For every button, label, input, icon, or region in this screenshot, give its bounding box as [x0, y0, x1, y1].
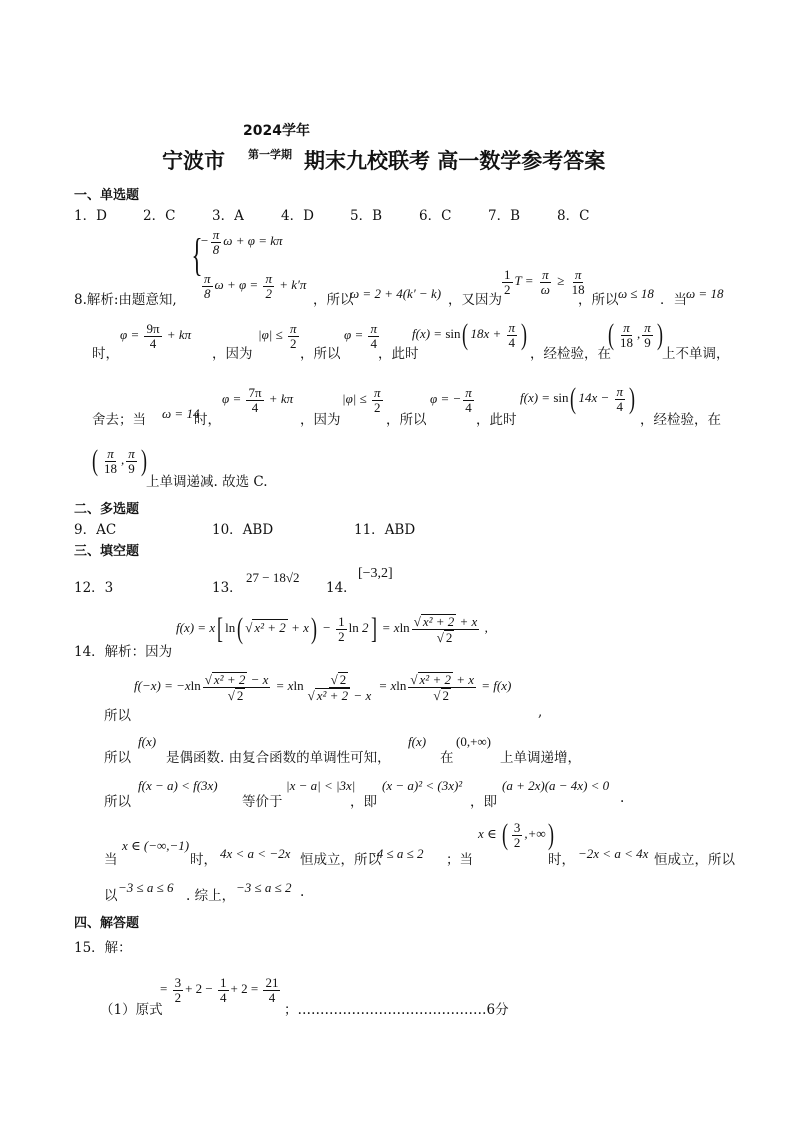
q14-so-ineq: 所以 [104, 794, 131, 810]
q8-interval2: ( $\frac{\pi}{18}$ , $\frac{\pi}{9}$ ) [92, 444, 147, 477]
q8-omega-eq: ω = 2 + 4(k′ − k) [350, 286, 442, 301]
q8-ci-shi2: ，此时 [476, 412, 517, 428]
section-multi-choice: 二、多选题 [74, 502, 140, 517]
q15-dots: ；……………………………………6分 [284, 1002, 509, 1018]
q8-phi-eq2: φ = $\frac{7\pi}{4}$ + kπ [222, 385, 294, 415]
q8-fx1: f(x) = sin( 18x + $\frac{\pi}{4}$ ) [412, 318, 528, 351]
q14-case2-ineq: −2x < a < 4x [578, 846, 649, 861]
q8-discard: 舍去；当 [92, 412, 146, 428]
answer-14: [−3,2] [358, 566, 393, 581]
q8-lead: 8.解析:由题意知, [74, 292, 177, 308]
q14-ineq4: (a + 2x)(a − 4x) < 0 [502, 778, 610, 793]
answer-3: 3．A [212, 208, 244, 224]
q8-so3: ，所以 [300, 346, 341, 362]
q14-in: 在 [440, 750, 454, 766]
q8-because: ，因为 [212, 346, 253, 362]
q8-omega-18: ω = 18 [686, 286, 724, 301]
q8-not-mono: 上不单调， [662, 346, 730, 362]
q8-because2: ，因为 [300, 412, 341, 428]
q8-so2: ，所以 [578, 292, 619, 308]
q8-phi-val: φ = $\frac{\pi}{4}$ [344, 321, 377, 351]
q8-so1: ，所以 [313, 292, 354, 308]
q14-range2: −3 ≤ a ≤ 6 [118, 880, 174, 895]
answer-7: 7．B [488, 208, 521, 224]
q14-shi2: 时， [548, 852, 575, 868]
answer-13: 27 − 18√2 [246, 570, 300, 585]
q14-so-even: 所以 [104, 750, 131, 766]
q8-ci-shi: ，此时 [378, 346, 419, 362]
header-semester: 第一学期 [248, 148, 292, 161]
header-year: 2024学年 [243, 123, 310, 139]
q14-ineq3: (x − a)² < (3x)² [382, 778, 463, 793]
answer-8: 8．C [557, 208, 590, 224]
section-fill-blank: 三、填空题 [74, 544, 140, 559]
header-city: 宁波市 [162, 149, 225, 173]
q8-phi-val2: φ = − $\frac{\pi}{4}$ [430, 385, 472, 415]
single-choice-answers [74, 204, 634, 224]
q14-case1-ineq: 4x < a < −2x [220, 846, 291, 861]
q15-lead: 15．解： [74, 940, 132, 956]
answer-12: 12．3 [74, 580, 114, 596]
q14-inc: 上单调递增， [500, 750, 581, 766]
answer-4: 4．D [281, 208, 314, 224]
q14-fx-def: f(x) = x[ ln( √ x² + 2 + x) − $\frac{1}{2}$ ln 2] = xln $\frac{\text{√ x² + 2 + x}}{√ 2}$ , [176, 612, 488, 646]
q8-fx2: f(x) = sin( 14x − $\frac{\pi}{4}$ ) [520, 382, 636, 415]
answer-14-label: 14． [326, 580, 357, 596]
q14-always1: 恒成立，所以 [300, 852, 381, 868]
q8-check-in2: ，经检验，在 [640, 412, 721, 428]
q14-summary: . 综上， [186, 888, 236, 904]
q15-part1: （1）原式 [100, 1002, 163, 1018]
q15-expr: = $\frac{3}{2}$ + 2 − $\frac{1}{4}$ + 2 = $\frac{21}{4}$ [160, 975, 279, 1005]
q14-when1: 当 [104, 852, 118, 868]
q14-so: 所以 [104, 708, 131, 724]
q8-omega-le: ω ≤ 18 [618, 286, 654, 301]
q14-fx-a: f(x) [138, 734, 157, 749]
answer-13-label: 13． [212, 580, 243, 596]
answer-10: 10．ABD [212, 522, 274, 538]
q14-range1: −4 ≤ a ≤ 2 [368, 846, 424, 861]
q14-semi: ；当 [446, 852, 473, 868]
q14-ji2: ，即 [470, 794, 497, 810]
q14-comma: , [538, 704, 543, 720]
answer-9: 9．AC [74, 522, 117, 538]
q14-case2: x ∈ ( $\frac{3}{2}$ ,+∞) [478, 818, 554, 851]
q14-fx-b: f(x) [408, 734, 427, 749]
q8-when: ．当 [660, 292, 687, 308]
q8-shi: 时， [92, 346, 119, 362]
q8-check-in: ，经检验，在 [530, 346, 611, 362]
q14-even-text: 是偶函数. 由复合函数的单调性可知， [166, 750, 391, 766]
q14-period: . [620, 790, 625, 806]
q14-ji: ，即 [350, 794, 377, 810]
page-title: 期末九校联考 高一数学参考答案 [304, 149, 606, 173]
q8-so4: ，所以 [386, 412, 427, 428]
section-single-choice: 一、单选题 [74, 188, 140, 203]
q8-interval1: ( $\frac{\pi}{18}$ , $\frac{\pi}{9}$ ) [608, 318, 663, 351]
q14-equiv: 等价于 [242, 794, 283, 810]
q14-ineq2: |x − a| < |3x| [286, 778, 356, 793]
q14-always2: 恒成立，所以 [654, 852, 735, 868]
q8-shi2: 时， [194, 412, 221, 428]
q14-final: −3 ≤ a ≤ 2 [236, 880, 292, 895]
q14-period2: . [300, 884, 305, 900]
q14-interval-pos: (0,+∞) [456, 734, 492, 749]
answer-1: 1．D [74, 208, 107, 224]
answer-2: 2．C [143, 208, 176, 224]
q8-abs-phi2: |φ| ≤ $\frac{\pi}{2}$ [342, 385, 381, 415]
q14-lead: 14．解析：因为 [74, 644, 173, 660]
q8-abs-phi: |φ| ≤ $\frac{\pi}{2}$ [258, 321, 297, 351]
q14-f-neg-x: f(−x) = −xln $\frac{\text{√ x² + 2 − x}}{√ 2}$ = xln $\frac{√ 2}{\text{√ x² + 2 − x}}$ = xln $\frac{\text{√ x² + 2 + x}}{√ 2}$ = f(x) [134, 672, 512, 703]
q14-yi: 以 [104, 888, 118, 904]
answer-5: 5．B [350, 208, 383, 224]
answer-11: 11．ABD [354, 522, 416, 538]
q8-period: $\frac{1}{2}$ T = $\frac{\pi}{\omega}$ ≥ $\frac{\pi}{18}$ [504, 267, 585, 297]
q8-also: ，又因为 [448, 292, 502, 308]
q14-ineq1: f(x − a) < f(3x) [138, 778, 218, 793]
q8-phi-eq: φ = $\frac{9\pi}{4}$ + kπ [120, 321, 192, 351]
q14-case1: x ∈ (−∞,−1) [122, 838, 190, 853]
section-solutions: 四、解答题 [74, 916, 140, 931]
q8-dec: 上单调递减. 故选 C. [146, 474, 268, 490]
q8-omega-14: ω = 14 [162, 406, 200, 421]
answer-6: 6．C [419, 208, 452, 224]
q14-shi1: 时， [190, 852, 217, 868]
